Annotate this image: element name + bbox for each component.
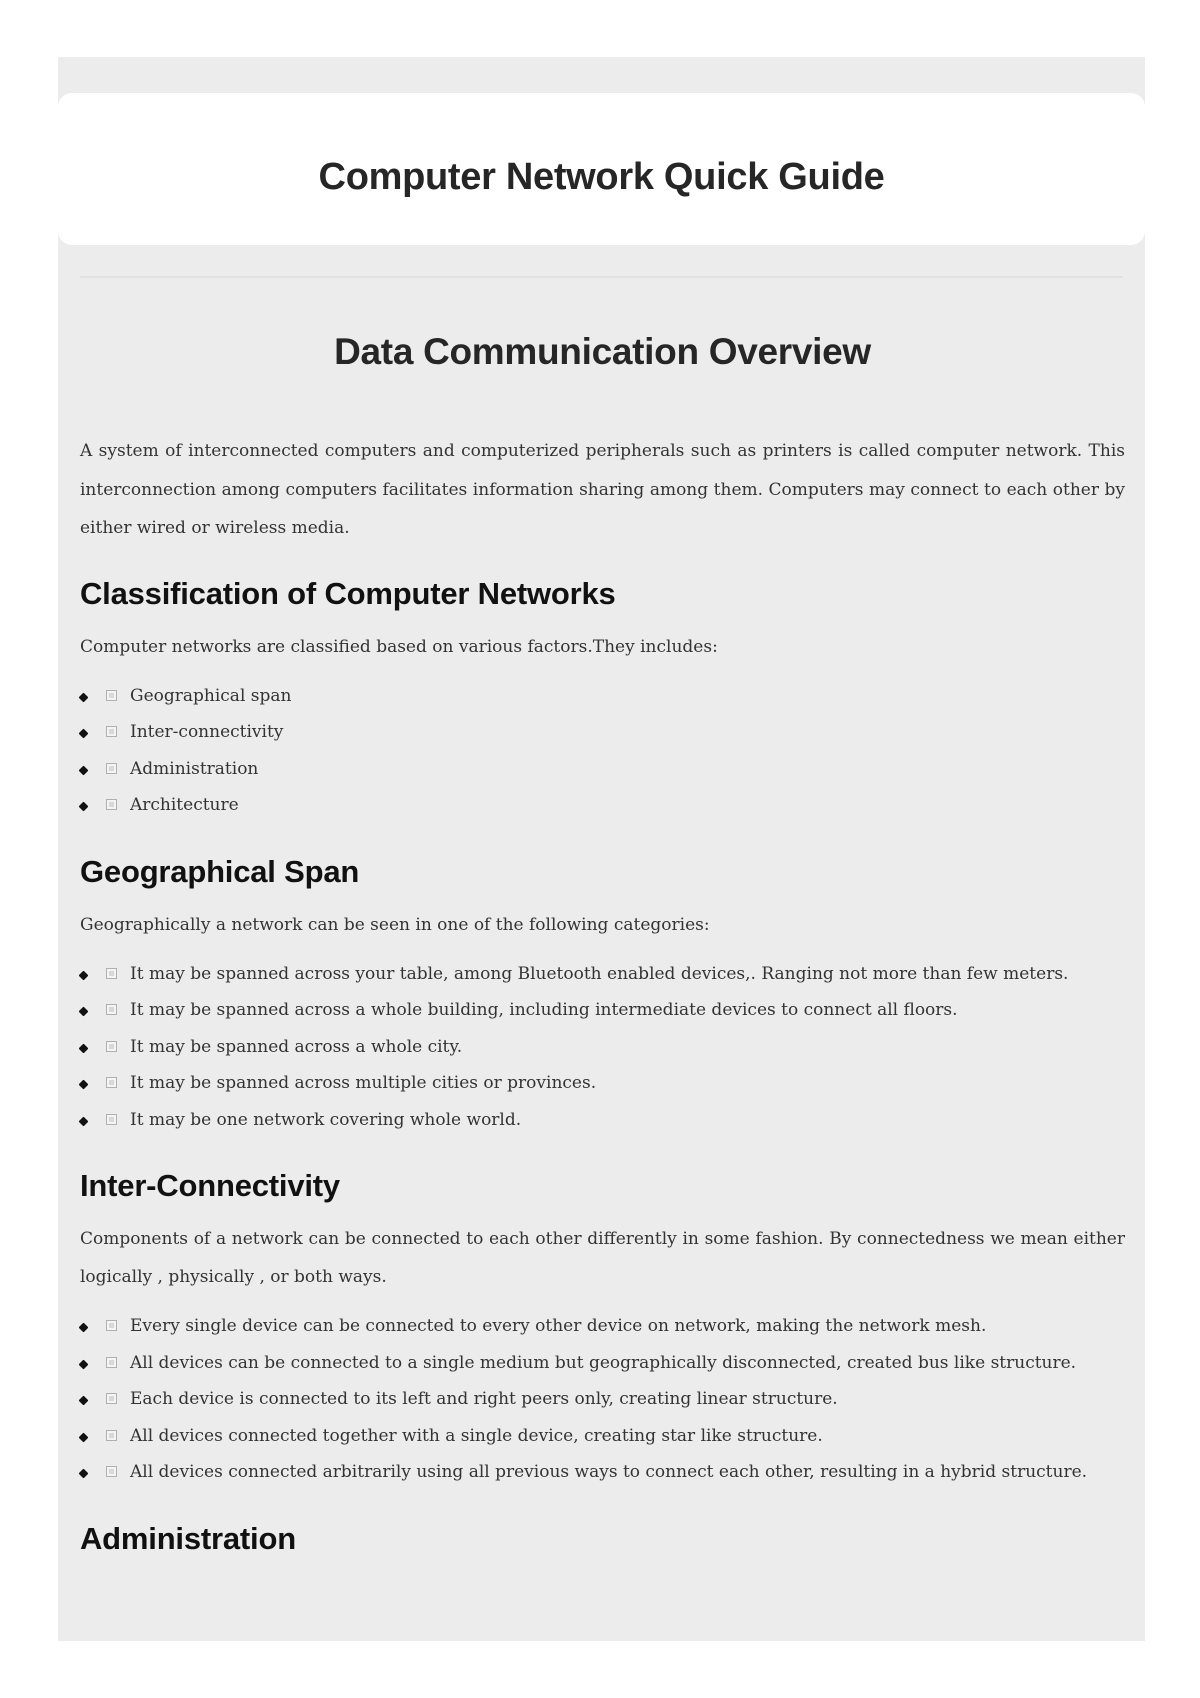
- list-item: It may be one network covering whole world.: [80, 1102, 1125, 1139]
- interconnectivity-heading: Inter-Connectivity: [80, 1168, 340, 1203]
- bullet-icon: [79, 802, 89, 812]
- bullet-icon: [79, 1396, 89, 1406]
- geographical-lead: Geographically a network can be seen in one of the following categories:: [80, 914, 710, 935]
- bullet-icon: [79, 692, 89, 702]
- list-item: Geographical span: [80, 678, 1125, 715]
- bullet-icon: [79, 970, 89, 980]
- classification-list: [80, 678, 1125, 824]
- checkbox-glyph-icon: [106, 799, 117, 810]
- document-title: Computer Network Quick Guide: [318, 156, 885, 198]
- checkbox-glyph-icon: [106, 690, 117, 701]
- checkbox-glyph-icon: [106, 1466, 117, 1477]
- checkbox-glyph-icon: [106, 763, 117, 774]
- list-item: Every single device can be connected to every other device on network, making the network mesh.: [80, 1308, 1125, 1345]
- bullet-icon: [79, 1116, 89, 1126]
- list-item: It may be spanned across a whole building, including intermediate devices to connect all floors.: [80, 992, 1125, 1029]
- checkbox-glyph-icon: [106, 968, 117, 979]
- list-item: All devices can be connected to a single medium but geographically disconnected, created bus like structure.: [80, 1345, 1125, 1382]
- title-divider: [80, 276, 1123, 278]
- checkbox-glyph-icon: [106, 1393, 117, 1404]
- checkbox-glyph-icon: [106, 1114, 117, 1125]
- main-heading: Data Communication Overview: [334, 331, 871, 372]
- interconnectivity-list: [80, 1308, 1125, 1491]
- bullet-icon: [79, 729, 89, 739]
- bullet-icon: [79, 1469, 89, 1479]
- list-item: It may be spanned across a whole city.: [80, 1029, 1125, 1066]
- checkbox-glyph-icon: [106, 1077, 117, 1088]
- bullet-icon: [79, 1323, 89, 1333]
- geographical-heading: Geographical Span: [80, 853, 360, 889]
- list-item: All devices connected together with a single device, creating star like structure.: [80, 1418, 1125, 1455]
- checkbox-glyph-icon: [106, 1004, 117, 1015]
- title-card: [58, 93, 1145, 245]
- geographical-list: [80, 956, 1125, 1139]
- bullet-icon: [79, 1043, 89, 1053]
- administration-heading: Administration: [80, 1520, 296, 1556]
- list-item: All devices connected arbitrarily using all previous ways to connect each other, resulting in a hybrid structure.: [80, 1454, 1125, 1491]
- list-item: Inter-connectivity: [80, 714, 1125, 751]
- checkbox-glyph-icon: [106, 1320, 117, 1331]
- bullet-icon: [79, 1080, 89, 1090]
- classification-heading: Classification of Computer Networks: [80, 575, 616, 611]
- bullet-icon: [79, 1007, 89, 1017]
- list-item: Architecture: [80, 787, 1125, 824]
- bullet-icon: [79, 765, 89, 775]
- article-content: [80, 312, 1125, 1573]
- interconnectivity-lead: Components of a network can be connected to each other differently in some fashion. By connectedness we mean either logically , physically , or both ways.: [80, 1229, 1125, 1287]
- checkbox-glyph-icon: [106, 1357, 117, 1368]
- checkbox-glyph-icon: [106, 726, 117, 737]
- list-item: Administration: [80, 751, 1125, 788]
- checkbox-glyph-icon: [106, 1430, 117, 1441]
- list-item: It may be spanned across multiple cities or provinces.: [80, 1065, 1125, 1102]
- intro-paragraph: A system of interconnected computers and computerized peripherals such as printers is called computer network. This interconnection among computers facilitates information sharing among them. Computers may connect to each other by either wired or wireless media.: [80, 441, 1125, 538]
- checkbox-glyph-icon: [106, 1041, 117, 1052]
- bullet-icon: [79, 1359, 89, 1369]
- list-item: It may be spanned across your table, among Bluetooth enabled devices,. Ranging not more than few meters.: [80, 956, 1125, 993]
- document-page: [58, 57, 1145, 1641]
- classification-lead: Computer networks are classified based on various factors.They includes:: [80, 636, 718, 657]
- bullet-icon: [79, 1432, 89, 1442]
- list-item: Each device is connected to its left and right peers only, creating linear structure.: [80, 1381, 1125, 1418]
